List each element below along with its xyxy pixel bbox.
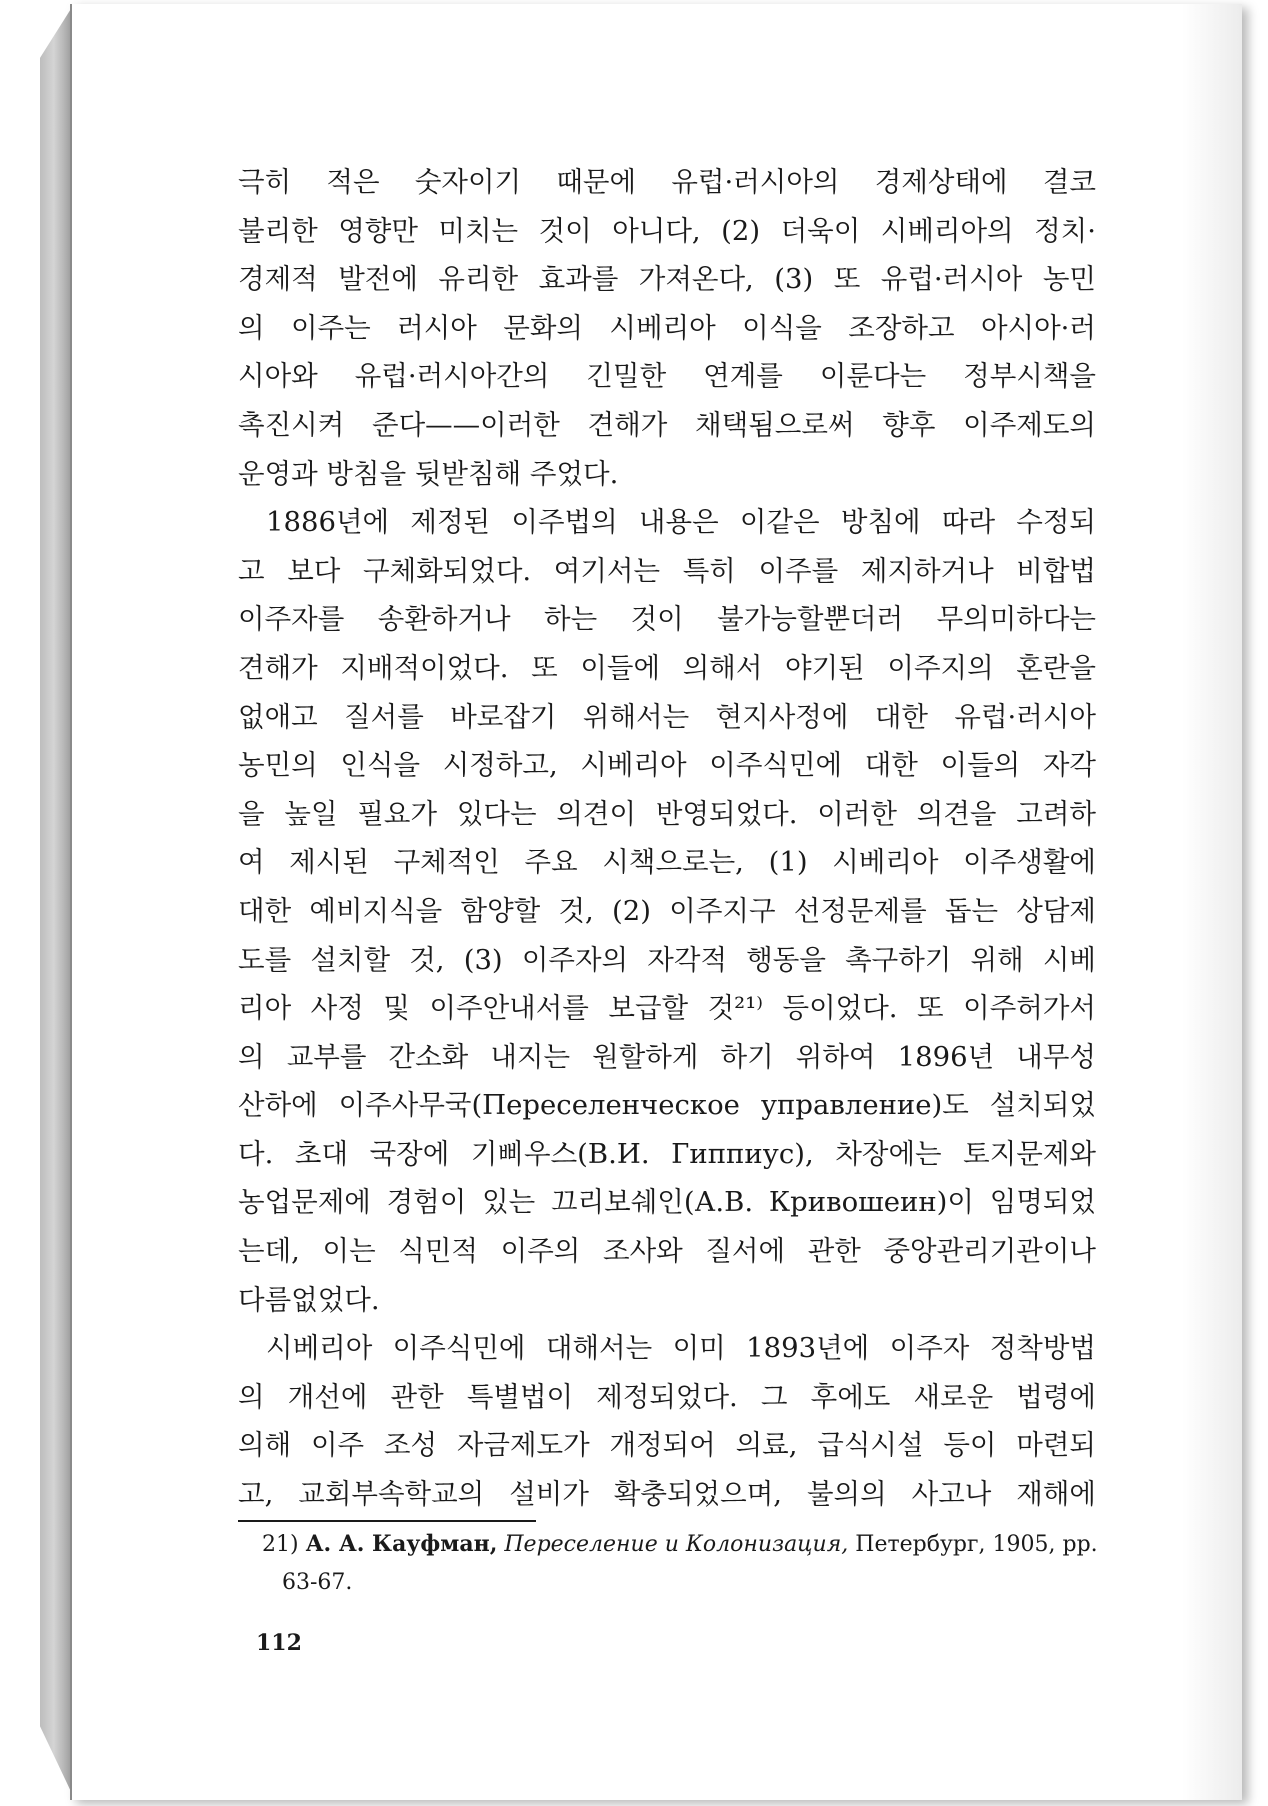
- text-line: 다. 초대 국장에 기삐우스(В.И. Гиппиус), 차장에는 토지문제와: [238, 1137, 1096, 1170]
- text-line: 농업문제에 경험이 있는 끄리보쉐인(А.В. Кривошеин)이 임명되었: [238, 1186, 1096, 1219]
- text-line: 대한 예비지식을 함양할 것, (2) 이주지구 선정문제를 돕는 상담제: [238, 894, 1096, 927]
- text-line: 을 높일 필요가 있다는 의견이 반영되었다. 이러한 의견을 고려하: [238, 797, 1096, 830]
- footnote-title: Переселение и Колонизация,: [504, 1532, 849, 1557]
- footnote-author: А. А. Кауфман,: [305, 1531, 498, 1557]
- text-line: 고 보다 구체화되었다. 여기서는 특히 이주를 제지하거나 비합법: [238, 554, 1096, 587]
- text-line: 산하에 이주사무국(Переселенческое управление)도 설치되었: [238, 1089, 1096, 1122]
- text-line: 의 교부를 간소화 내지는 원할하게 하기 위하여 1896년 내무성: [238, 1040, 1096, 1073]
- text-line: 리아 사정 및 이주안내서를 보급할 것²¹⁾ 등이었다. 또 이주허가서: [238, 992, 1096, 1025]
- text-line: 경제적 발전에 유리한 효과를 가져온다, (3) 또 유럽·러시아 농민: [238, 263, 1096, 296]
- text-line: 견해가 지배적이었다. 또 이들에 의해서 야기된 이주지의 혼란을: [238, 651, 1096, 684]
- text-line: 없애고 질서를 바로잡기 위해서는 현지사정에 대한 유럽·러시아: [238, 700, 1096, 733]
- text-line: 농민의 인식을 시정하고, 시베리아 이주식민에 대한 이들의 자각: [238, 749, 1096, 782]
- text-line: 의 이주는 러시아 문화의 시베리아 이식을 조장하고 아시아·러: [238, 311, 1096, 344]
- footnote-line: [262, 1525, 1098, 1564]
- text-line: 의해 이주 조성 자금제도가 개정되어 의료, 급식시설 등이 마련되: [238, 1429, 1096, 1462]
- page-number: 112: [256, 1630, 302, 1656]
- page-edge-shade: [1182, 4, 1242, 1800]
- text-line: 이주자를 송환하거나 하는 것이 불가능할뿐더러 무의미하다는: [238, 603, 1096, 636]
- text-line: 는데, 이는 식민적 이주의 조사와 질서에 관한 중앙관리기관이나: [238, 1235, 1096, 1268]
- footnote-publication: Петербург, 1905, pp.: [855, 1532, 1098, 1557]
- footnote-rule: [238, 1520, 536, 1522]
- footnote: [262, 1525, 1098, 1602]
- footnote-continuation: 63-67.: [282, 1570, 353, 1595]
- text-line: 극히 적은 숫자이기 때문에 유럽·러시아의 경제상태에 결코: [238, 166, 1096, 198]
- text-line: 촉진시켜 준다——이러한 견해가 채택됨으로써 향후 이주제도의: [238, 408, 1096, 441]
- book-spine: [40, 4, 74, 1798]
- text-line: 고, 교회부속학교의 설비가 확충되었으며, 불의의 사고나 재해에: [238, 1478, 1096, 1511]
- text-line: 의 개선에 관한 특별법이 제정되었다. 그 후에도 새로운 법령에: [238, 1380, 1096, 1413]
- text-line: 다름없었다.: [238, 1283, 380, 1316]
- body-text: [238, 158, 1096, 1519]
- text-line: 시아와 유럽·러시아간의 긴밀한 연계를 이룬다는 정부시책을: [238, 360, 1096, 393]
- text-line: 운영과 방침을 뒷받침해 주었다.: [238, 457, 619, 490]
- footnote-marker: 21): [262, 1532, 299, 1557]
- text-line: 1886년에 제정된 이주법의 내용은 이같은 방침에 따라 수정되: [266, 506, 1096, 539]
- text-line: 불리한 영향만 미치는 것이 아니다, (2) 더욱이 시베리아의 정치·: [238, 214, 1096, 247]
- text-line: 도를 설치할 것, (3) 이주자의 자각적 행동을 촉구하기 위해 시베: [238, 943, 1096, 976]
- text-line: 여 제시된 구체적인 주요 시책으로는, (1) 시베리아 이주생활에: [238, 846, 1096, 879]
- text-line: 시베리아 이주식민에 대해서는 이미 1893년에 이주자 정착방법: [266, 1332, 1096, 1365]
